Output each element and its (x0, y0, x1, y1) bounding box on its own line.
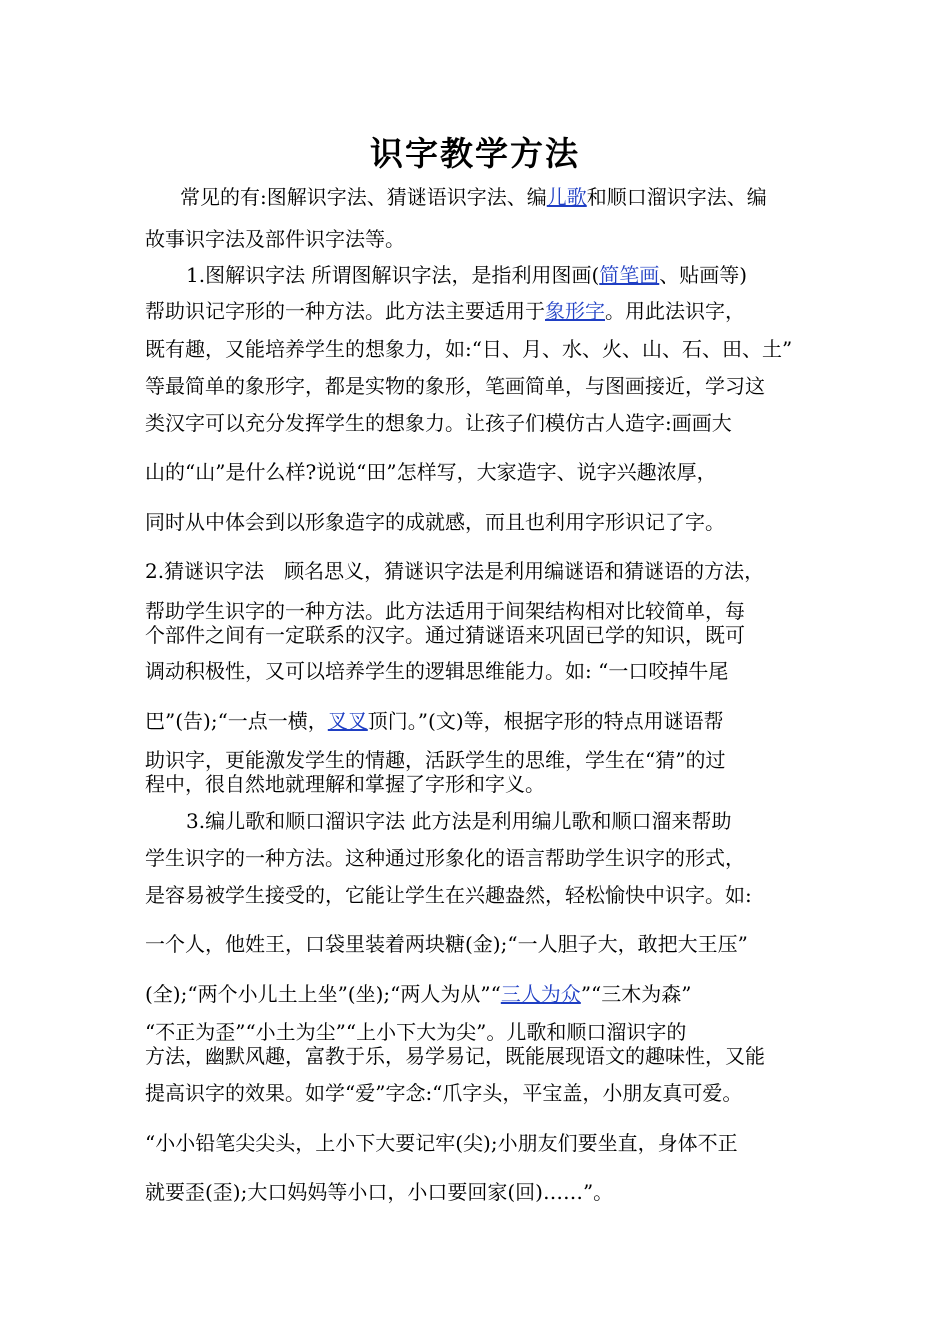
line-text: 帮助识记字形的一种方法。此方法主要适用于 (145, 299, 545, 323)
text-line (145, 1080, 742, 1106)
line-text: 2.猜谜识字法 顾名思义，猜谜识字法是利用编谜语和猜谜语的方法， (145, 559, 765, 583)
text-line (180, 184, 767, 210)
line-text: 帮助学生识字的一种方法。此方法适用于间架结构相对比较简单，每 (145, 599, 745, 623)
line-text: 是容易被学生接受的，它能让学生在兴趣盎然，轻松愉快中识字。如: (145, 883, 752, 907)
text-line (186, 262, 747, 288)
text-line (145, 1043, 765, 1069)
line-text: 个部件之间有一定联系的汉字。通过猜谜语来巩固已学的知识，既可 (145, 623, 745, 647)
line-text: (全);“两个小儿土上坐”(坐);“两人为从”“ (145, 982, 501, 1006)
text-line (145, 747, 725, 773)
text-line (145, 931, 748, 957)
line-text: 顶门。”(文)等，根据字形的特点用谜语帮 (367, 709, 724, 733)
text-line (145, 845, 745, 871)
text-line (145, 459, 717, 485)
link-jianbihua[interactable]: 简笔画 (599, 263, 660, 287)
text-line (145, 658, 728, 684)
text-line (145, 708, 724, 734)
line-text: 山的“山”是什么样?说说“田”怎样写，大家造字、说字兴趣浓厚， (145, 460, 717, 484)
line-text: 就要歪(歪);大口妈妈等小口，小口要回家(回)……”。 (145, 1180, 614, 1204)
text-line (145, 558, 764, 584)
text-line (145, 373, 765, 399)
line-text: 1.图解识字法 所谓图解识字法，是指利用图画( (186, 263, 600, 287)
line-text: 同时从中体会到以形象造字的成就感，而且也利用字形识记了字。 (145, 510, 725, 534)
text-line (145, 1179, 613, 1205)
link-xiangxingzi[interactable]: 象形字 (545, 299, 605, 323)
text-line (145, 771, 545, 797)
text-line (145, 598, 745, 624)
line-text: “小小铅笔尖尖头，上小下大要记牢(尖);小朋友们要坐直，身体不正 (145, 1131, 738, 1155)
line-text: “不正为歪”“小土为尘”“上小下大为尖”。儿歌和顺口溜识字的 (145, 1020, 687, 1044)
text-line (145, 622, 745, 648)
text-line (145, 226, 405, 252)
text-line (186, 808, 731, 834)
page-title: 识字教学方法 (370, 134, 580, 173)
text-line (145, 509, 725, 535)
text-line (145, 336, 792, 362)
line-text: 故事识字法及部件识字法等。 (145, 227, 405, 251)
line-text: ”“三木为森” (580, 982, 692, 1006)
text-line (145, 981, 692, 1007)
line-text: 助识字，更能激发学生的情趣，活跃学生的思维，学生在“猜”的过 (145, 748, 726, 772)
line-text: 常见的有:图解识字法、猜谜语识字法、编 (180, 185, 547, 209)
line-text: 程中，很自然地就理解和掌握了字形和字义。 (145, 772, 545, 796)
line-text: 学生识字的一种方法。这种通过形象化的语言帮助学生识字的形式， (145, 846, 745, 870)
text-line (145, 1019, 686, 1045)
text-line (145, 882, 752, 908)
link-sanrenweizhong[interactable]: 三人为众 (500, 982, 581, 1006)
line-text: 和顺口溜识字法、编 (586, 185, 767, 209)
text-line (145, 1130, 738, 1156)
line-text: 方法，幽默风趣，富教于乐，易学易记，既能展现语文的趣味性，又能 (145, 1044, 765, 1068)
text-line (145, 410, 732, 436)
line-text: 3.编儿歌和顺口溜识字法 此方法是利用编儿歌和顺口溜来帮助 (186, 809, 732, 833)
line-text: 提高识字的效果。如学“爱”字念:“爪字头，平宝盖，小朋友真可爱。 (145, 1081, 743, 1105)
link-erge[interactable]: 儿歌 (546, 185, 587, 209)
line-text: 等最简单的象形字，都是实物的象形，笔画简单，与图画接近，学习这 (145, 374, 765, 398)
line-text: 一个人，他姓王，口袋里装着两块糖(金);“一人胆子大，敢把大王压” (145, 932, 748, 956)
line-text: 类汉字可以充分发挥学生的想象力。让孩子们模仿古人造字:画画大 (145, 411, 732, 435)
line-text: 既有趣，又能培养学生的想象力，如:“日、月、水、火、山、石、田、土” (145, 337, 793, 361)
line-text: 、贴画等) (659, 263, 748, 287)
line-text: 。用此法识字， (605, 299, 745, 323)
link-chacha[interactable]: 叉叉 (327, 709, 368, 733)
line-text: 巴”(告);“一点一横， (145, 709, 328, 733)
line-text: 调动积极性，又可以培养学生的逻辑思维能力。如: “一口咬掉牛尾 (145, 659, 729, 683)
text-line (145, 298, 745, 324)
